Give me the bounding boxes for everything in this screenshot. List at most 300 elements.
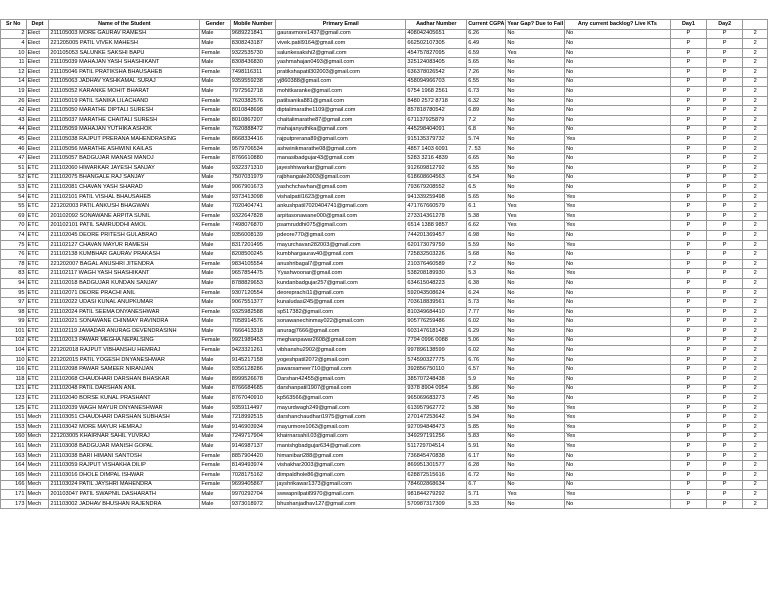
table-cell: No [506,154,565,164]
table-cell: 19 [1,87,27,97]
table-cell: 6.55 [467,77,506,87]
table-cell: No [565,346,671,356]
table-cell: 9307120554 [230,288,275,298]
table-row [1,183,768,193]
table-cell: 2 [743,96,768,106]
table-cell: No [565,288,671,298]
table-cell: P [707,298,743,308]
table-cell: 2 [743,346,768,356]
table-cell: 8766684685 [230,384,275,394]
table-cell: 2 [743,135,768,145]
table-cell: 6.89 [467,106,506,116]
table-cell: jayshrikawar1373@gmail.com [276,480,406,490]
table-cell: 570987317309 [406,499,467,509]
table-cell: Male [200,355,230,365]
table-cell: 8010867207 [230,115,275,125]
table-cell: No [506,250,565,260]
table-cell: 8149493974 [230,461,275,471]
table-cell: kunaludasi245@gmail.com [276,298,406,308]
table-row [1,365,768,375]
table-cell: 9356008139 [230,231,275,241]
table-cell: 201102092 SONAWANE ARPITA SUNIL [49,211,200,221]
table-cell: 5.86 [467,384,506,394]
table-cell: No [506,58,565,68]
table-cell: 445298404091 [406,125,467,135]
table-cell: 221203005 KHAIRNAR SAHIL YUVRAJ [49,432,200,442]
table-cell: darshanpatil1907@gmail.com [276,384,406,394]
table-cell: Yes [506,221,565,231]
table-cell: 6.28 [467,461,506,471]
table-cell: 2 [743,499,768,509]
table-cell: 8999526678 [230,374,275,384]
table-cell: ETC [26,374,49,384]
table-cell: 2 [743,231,768,241]
table-cell: No [565,259,671,269]
table-cell: No [565,29,671,39]
table-cell: 736845470838 [406,451,467,461]
table-cell: 97 [1,298,27,308]
table-cell: ETC [26,231,49,241]
table-cell: 110 [1,355,27,365]
table-cell: No [506,374,565,384]
table-cell: 2 [743,365,768,375]
table-cell: P [707,451,743,461]
table-cell: 7498116311 [230,67,275,77]
table-cell: vivek.patil9164@gmail.com [276,39,406,49]
table-cell: 2 [743,39,768,49]
table-cell: No [506,231,565,241]
table-cell: Male [200,183,230,193]
table-cell: 9373413098 [230,192,275,202]
table-cell: P [707,231,743,241]
table-cell: 9067901673 [230,183,275,193]
table-cell: No [506,394,565,404]
table-cell: No [506,451,565,461]
table-cell: No [565,307,671,317]
table-cell: 2 [743,58,768,68]
table-cell: No [565,394,671,404]
table-cell: Yes [565,192,671,202]
table-cell: yashchchavhan@gmail.com [276,183,406,193]
table-cell: Elect [26,29,49,39]
table-cell: 6.62 [467,221,506,231]
table-cell: P [707,269,743,279]
table-cell: ankushpatil7020404741@gmail.com [276,202,406,212]
table-cell: P [670,115,706,125]
table-cell: 2 [743,451,768,461]
table-cell: 8317201495 [230,240,275,250]
table-cell: 2 [743,202,768,212]
table-row [1,451,768,461]
table-cell: 211102022 UDASI KUNAL ANUPKUMAR [49,298,200,308]
table-cell: swwapnilpatil9970@gmail.com [276,490,406,500]
table-cell: 211103042 MORE MAYUR HEMRAJ [49,422,200,432]
table-row [1,39,768,49]
table-cell: 7498076870 [230,221,275,231]
table-cell: 454757827095 [406,48,467,58]
table-cell: 981844279292 [406,490,467,500]
table-cell: 211102018 BADGUJAR KUNDAN SANJAY [49,279,200,289]
table-cell: arpitasonawane000@gmail.com [276,211,406,221]
table-cell: 385707248438 [406,374,467,384]
table-row [1,346,768,356]
table-cell: No [565,480,671,490]
table-cell: khairnarsahil.03@gmail.com [276,432,406,442]
table-cell: Male [200,202,230,212]
table-cell: Elect [26,135,49,145]
table-cell: 5.59 [467,240,506,250]
table-cell: 2 [743,29,768,39]
table-cell: 99 [1,317,27,327]
table-cell: P [707,39,743,49]
table-row [1,480,768,490]
table-cell: ETC [26,192,49,202]
table-cell: No [506,87,565,97]
table-cell: 2 [743,211,768,221]
table-cell: 574590327775 [406,355,467,365]
table-cell: 2 [743,461,768,471]
table-cell: 2 [743,327,768,337]
table-row [1,374,768,384]
table-cell: P [670,480,706,490]
table-cell: 6.7 [467,480,506,490]
table-cell: Male [200,192,230,202]
table-cell: ETC [26,259,49,269]
table-cell: 211103008 BADGUJAR MANISH GOPAL [49,442,200,452]
table-cell: No [565,336,671,346]
table-cell: 8766610880 [230,154,275,164]
table-cell: 211102101 PATIL VISHAL BHAUSAHEB [49,192,200,202]
table-cell: darshanchaudhari1975@gmail.com [276,413,406,423]
table-cell: 2 [743,250,768,260]
table-cell: P [707,355,743,365]
table-cell: 6.1 [467,202,506,212]
table-cell: P [707,106,743,116]
table-cell: P [707,480,743,490]
table-cell: P [707,87,743,97]
table-cell: 44 [1,125,27,135]
table-cell: 211103038 BARI HIMANI SANTOSH [49,451,200,461]
table-row [1,67,768,77]
table-cell: No [506,163,565,173]
table-cell: ETC [26,288,49,298]
table-cell: No [565,144,671,154]
table-cell: 7507031979 [230,173,275,183]
table-cell: No [565,58,671,68]
table-cell: 43 [1,115,27,125]
table-cell: P [670,29,706,39]
table-cell: 6.26 [467,29,506,39]
table-cell: 6514 1388 9857 [406,221,467,231]
table-cell: 45 [1,135,27,145]
table-cell: Yes [565,403,671,413]
column-header: Sr No [1,20,27,30]
table-cell: 5.3 [467,269,506,279]
table-row [1,432,768,442]
table-cell: 116 [1,365,27,375]
table-cell: 744201369457 [406,231,467,241]
table-cell: Elect [26,106,49,116]
table-cell: 784602868634 [406,480,467,490]
table-cell: 941339259498 [406,192,467,202]
table-cell: 211103024 PATIL JAYSHRI MAHENDRA [49,480,200,490]
table-cell: No [506,125,565,135]
table-cell: 211105039 MAHAJAN YASH SHASHIKANT [49,58,200,68]
table-cell: P [707,77,743,87]
table-cell: 5.38 [467,403,506,413]
table-cell: kundanbadgujar257@gmail.com [276,279,406,289]
table-cell: P [670,231,706,241]
table-cell: P [707,135,743,145]
table-cell: P [670,96,706,106]
table-cell: No [565,250,671,260]
table-cell: No [506,336,565,346]
table-cell: 5.06 [467,336,506,346]
table-row [1,125,768,135]
table-cell: Female [200,125,230,135]
table-cell: 165 [1,470,27,480]
table-cell: jayeshhiwarkar@gmail.com [276,163,406,173]
table-cell: anuragj7666@gmail.com [276,327,406,337]
table-cell: 905776259486 [406,317,467,327]
table-row [1,279,768,289]
table-cell: 7218992515 [230,413,275,423]
table-row [1,259,768,269]
table-cell: No [506,279,565,289]
table-cell: 9356128286 [230,365,275,375]
table-row [1,470,768,480]
table-cell: dimpaldhole86@gmail.com [276,470,406,480]
table-cell: No [506,269,565,279]
table-cell: Darshan42455@gmail.com [276,374,406,384]
table-cell: 211105019 PATIL SANIKA LILACHAND [49,96,200,106]
table-cell: P [670,461,706,471]
table-cell: vishalpatil1623@gmail.com [276,192,406,202]
table-cell: P [707,96,743,106]
table-cell: P [670,144,706,154]
table-cell: 211105046 PATIL PRATIKSHA BHAUSAHEB [49,67,200,77]
table-cell: 221205005 PATIL VIVEK MAHESH [49,39,200,49]
table-cell: No [506,288,565,298]
table-cell: No [565,470,671,480]
table-cell: 211103002 JADHAV BHUSHAN RAJENDRA [49,499,200,509]
table-cell: 5.65 [467,192,506,202]
table-cell: No [506,384,565,394]
table-cell: mayurdwagh249@gmail.com [276,403,406,413]
table-cell: Yes [565,269,671,279]
table-cell: 5.83 [467,432,506,442]
table-cell: Male [200,413,230,423]
table-row [1,384,768,394]
table-row [1,163,768,173]
table-cell: 9423321261 [230,346,275,356]
table-row [1,422,768,432]
table-cell: 9067551377 [230,298,275,308]
table-cell: ETC [26,202,49,212]
table-cell: ETC [26,327,49,337]
table-row [1,269,768,279]
table-cell: Male [200,279,230,289]
table-cell: 7028175162 [230,470,275,480]
table-cell: No [565,355,671,365]
table-cell: P [707,413,743,423]
table-cell: P [707,432,743,442]
column-header: Current CGPA [467,20,506,30]
table-cell: 869951301577 [406,461,467,471]
table-cell: Male [200,403,230,413]
table-cell: No [506,480,565,490]
table-cell: 8308243187 [230,39,275,49]
table-cell: 2 [743,192,768,202]
table-cell: 211102021 SONAWANE CHINMAY RAVINDRA [49,317,200,327]
table-cell: P [670,135,706,145]
table-cell: Yes [565,240,671,250]
table-cell: 613957962772 [406,403,467,413]
column-header: Name of the Student [49,20,200,30]
table-cell: 26 [1,96,27,106]
table-cell: 2 [743,163,768,173]
table-row [1,298,768,308]
table-cell: 211102138 KUMBHAR GAURAV PRAKASH [49,250,200,260]
table-cell: yj860388@gmail.com [276,77,406,87]
table-cell: 325124083405 [406,58,467,68]
table-cell: 211102045 DEORE PRITESH GULABRAO [49,231,200,241]
table-cell: 201105053 SALUNKE SAKSHI BAPU [49,48,200,58]
table-cell: P [670,106,706,116]
table-cell: 7.2 [467,115,506,125]
table-cell: No [506,183,565,193]
table-cell: ETC [26,403,49,413]
table-cell: ETC [26,307,49,317]
table-cell: Female [200,211,230,221]
table-cell: Yyashwoonar@gmail.com [276,269,406,279]
table-cell: 2 [743,336,768,346]
table-cell: salunkesakshi2@gmail.com [276,48,406,58]
table-cell: Elect [26,154,49,164]
table-cell: Elect [26,125,49,135]
table-cell: P [670,211,706,221]
table-cell: 2 [743,173,768,183]
table-cell: P [670,403,706,413]
table-cell: 9373018972 [230,499,275,509]
table-cell: P [670,384,706,394]
table-cell: 53 [1,183,27,193]
table-cell: 2 [743,240,768,250]
table-cell: P [707,490,743,500]
table-cell: 7.77 [467,307,506,317]
table-cell: P [670,269,706,279]
table-cell: 211105003 MORE GAURAV RAMESH [49,29,200,39]
table-cell: 9970292704 [230,490,275,500]
table-cell: 793679208552 [406,183,467,193]
table-cell: 7058914576 [230,317,275,327]
table-cell: No [506,39,565,49]
table-cell: ETC [26,250,49,260]
table-cell: 7666413318 [230,327,275,337]
table-cell: 75 [1,240,27,250]
table-cell: No [565,48,671,58]
table-cell: Female [200,470,230,480]
table-cell: Mech [26,470,49,480]
table-row [1,231,768,241]
table-row [1,317,768,327]
table-cell: 9689221841 [230,29,275,39]
table-cell: Male [200,87,230,97]
table-cell: No [506,499,565,509]
table-cell: 2 [743,307,768,317]
table-cell: Yes [565,432,671,442]
table-cell: Female [200,307,230,317]
table-cell: P [670,279,706,289]
table-cell: Elect [26,39,49,49]
table-cell: P [670,451,706,461]
table-cell: 5.33 [467,499,506,509]
table-row [1,413,768,423]
table-cell: No [565,231,671,241]
column-header: Dept [26,20,49,30]
table-cell: 9146987137 [230,442,275,452]
table-cell: P [670,490,706,500]
table-cell: Male [200,317,230,327]
table-cell: P [707,374,743,384]
table-cell: kp563566@gmail.com [276,394,406,404]
table-cell: No [506,240,565,250]
table-cell: 6.49 [467,39,506,49]
table-row [1,202,768,212]
table-row [1,221,768,231]
table-cell: Male [200,173,230,183]
table-cell: ETC [26,355,49,365]
table-cell: Male [200,58,230,68]
table-cell: Elect [26,144,49,154]
table-cell: 7620888472 [230,125,275,135]
table-row [1,77,768,87]
table-cell: No [506,432,565,442]
table-cell: Elect [26,77,49,87]
table-cell: 6.76 [467,355,506,365]
table-cell: 6.59 [467,48,506,58]
table-cell: No [565,173,671,183]
table-cell: 101 [1,327,27,337]
column-header: Day1 [670,20,706,30]
table-cell: Female [200,48,230,58]
table-cell: 173 [1,499,27,509]
table-cell: No [565,77,671,87]
table-cell: No [506,403,565,413]
table-cell: No [565,317,671,327]
table-row [1,327,768,337]
table-cell: 211102039 WAGH MAYUR DNYANESHWAR [49,403,200,413]
table-cell: 6.8 [467,125,506,135]
table-cell: Female [200,67,230,77]
table-cell: Male [200,39,230,49]
table-cell: Female [200,96,230,106]
table-cell: 8480 2572 8718 [406,96,467,106]
table-cell: P [707,144,743,154]
table-cell: No [506,115,565,125]
table-cell: 7972562718 [230,87,275,97]
column-header: Mobile Number [230,20,275,30]
table-cell: 78 [1,259,27,269]
table-cell: No [506,144,565,154]
table-cell: P [670,298,706,308]
table-cell: 2 [743,106,768,116]
table-cell: 8857904420 [230,451,275,461]
table-cell: ETC [26,346,49,356]
table-cell: rajputprerana89@gmail.com [276,135,406,145]
table-cell: P [707,365,743,375]
table-cell: No [565,154,671,164]
